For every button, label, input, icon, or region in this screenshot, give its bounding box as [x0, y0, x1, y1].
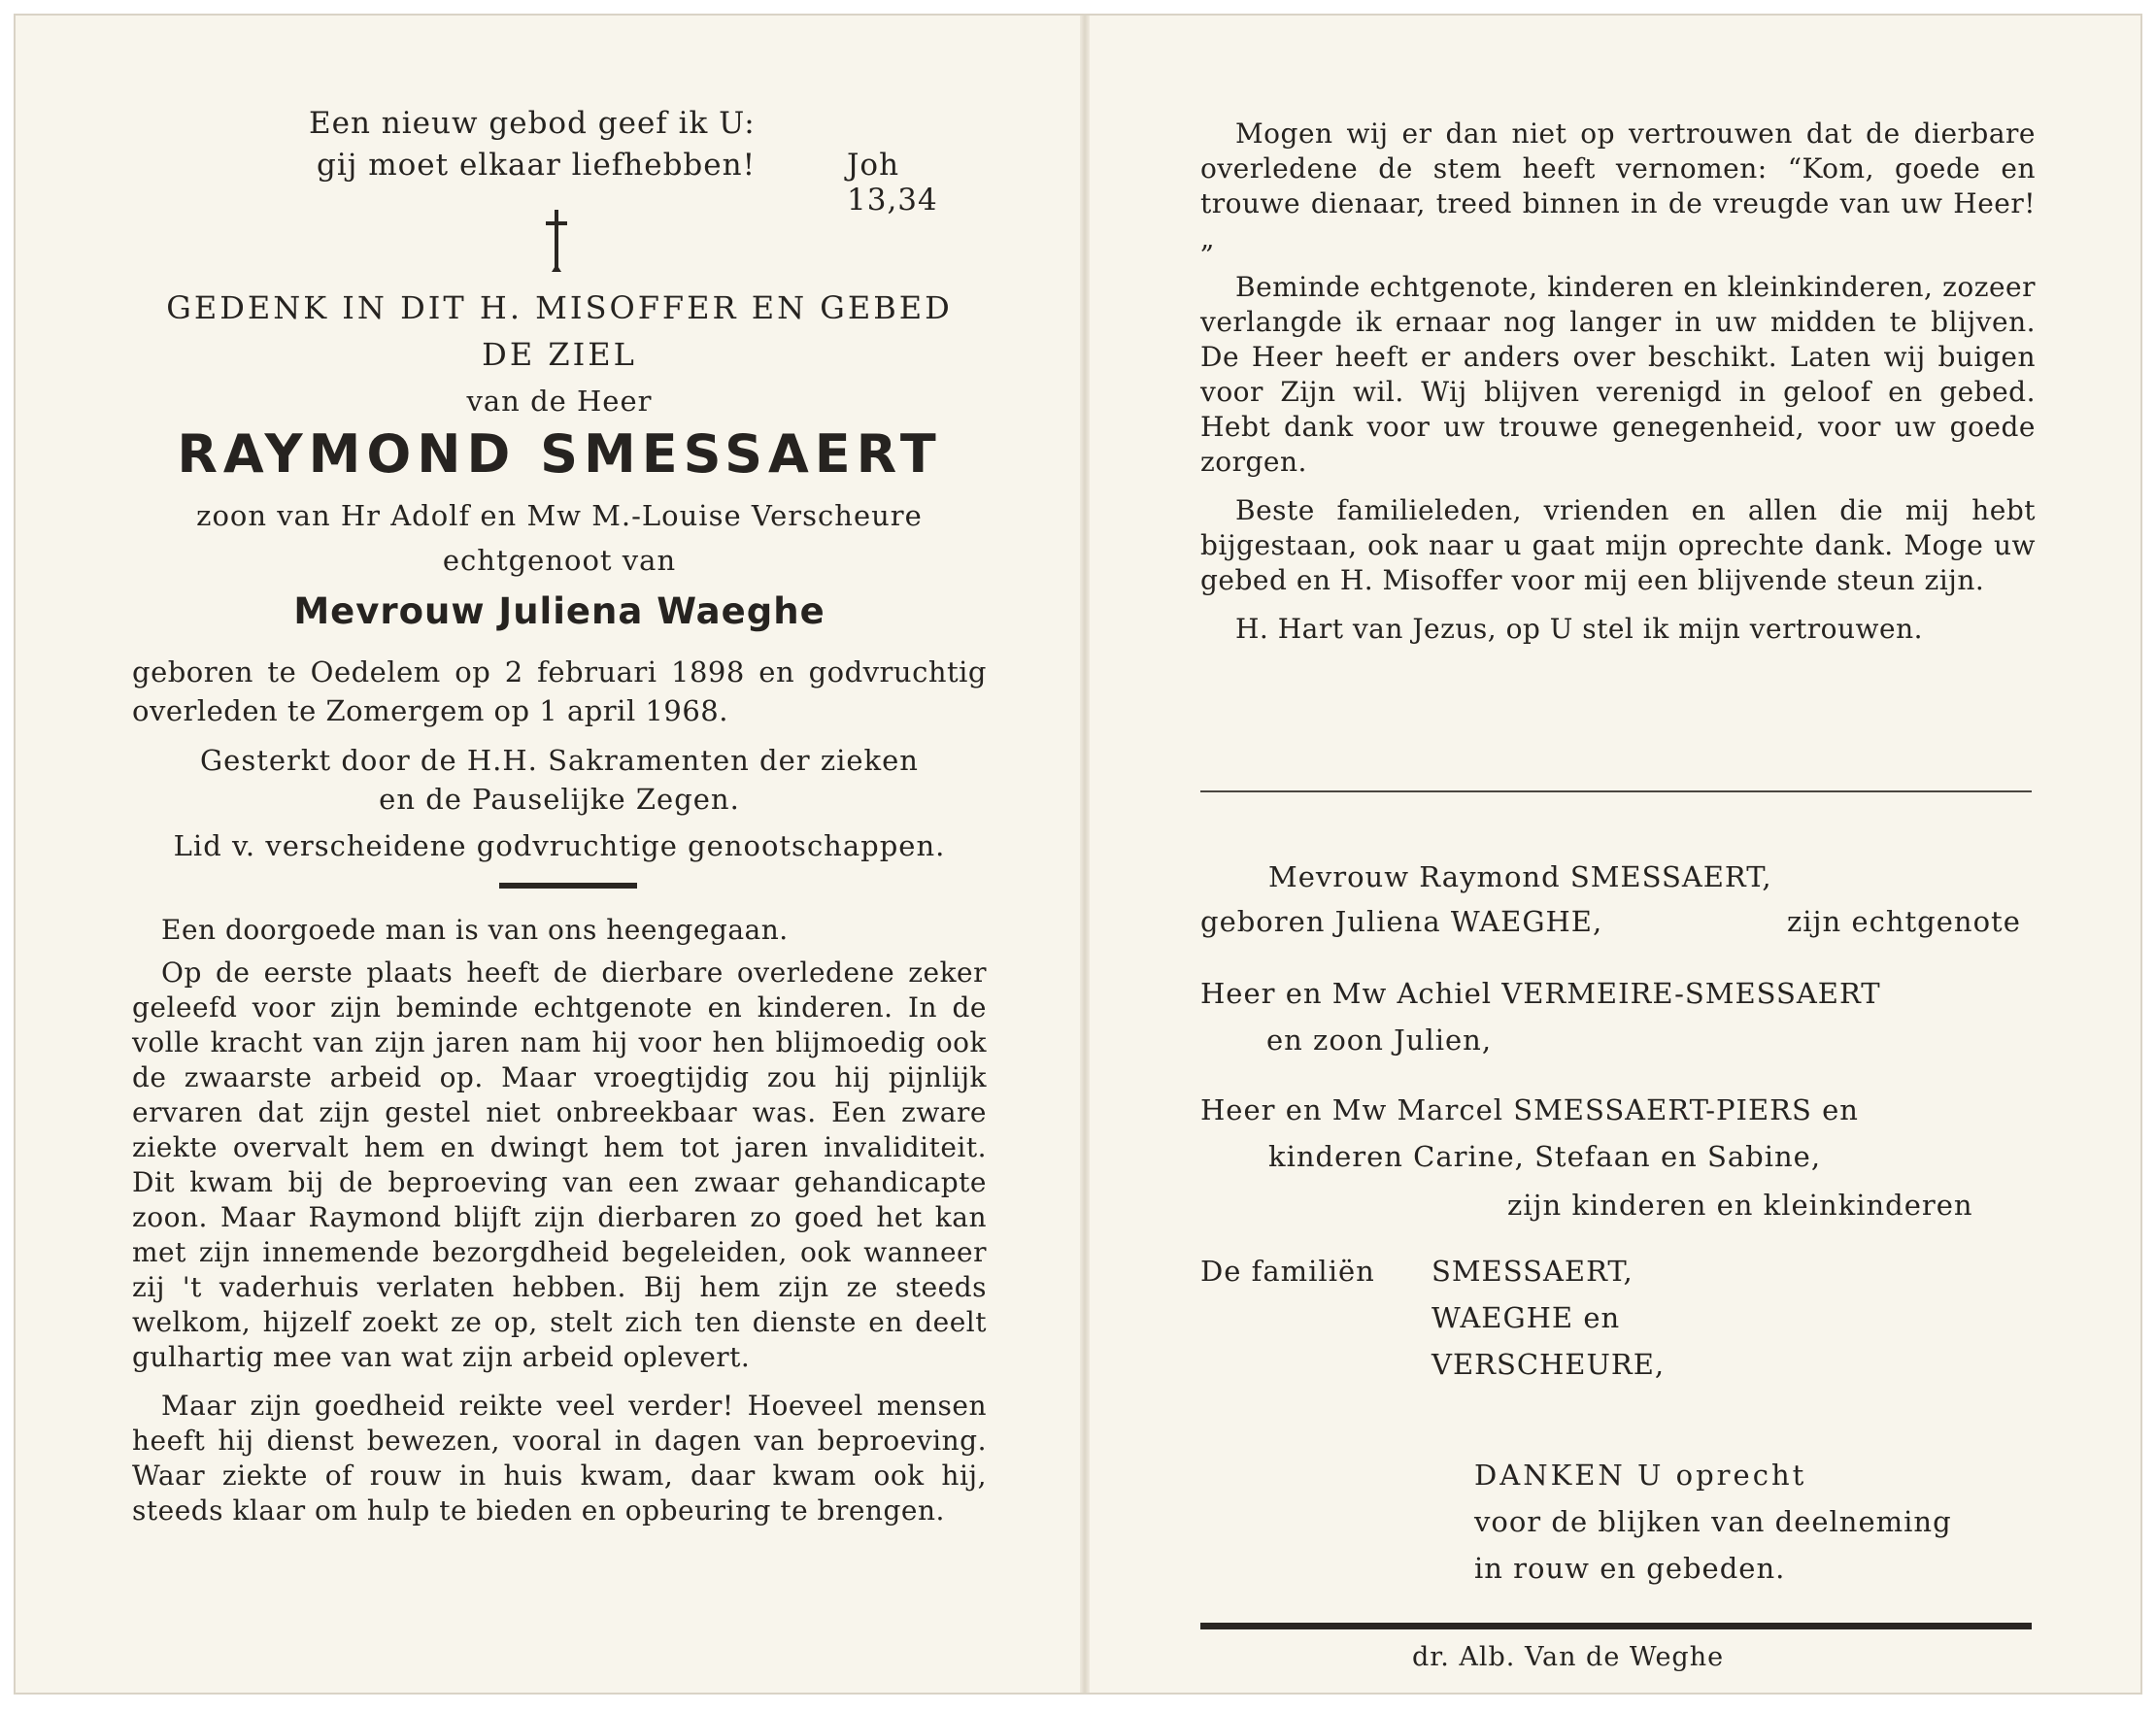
- farewell-paragraph-1: Mogen wij er dan niet op vertrouwen dat de dierbare overledene de stem heeft vernomen: “Kom, goede en trouwe dienaar, treed binnen in de vreugde van uw Heer!„: [1200, 117, 2036, 254]
- family-name-1: SMESSAERT,: [1432, 1255, 1634, 1288]
- memorial-card: [14, 14, 2142, 1695]
- family-name-2: WAEGHE en: [1432, 1301, 1621, 1334]
- farewell-text: [1200, 117, 2036, 647]
- bio-paragraph-1: Een doorgoede man is van ons heengegaan.: [161, 914, 789, 946]
- verse-reference: Joh 13,34: [847, 148, 938, 218]
- heading-line-1: GEDENK IN DIT H. MISOFFER EN GEBED: [166, 289, 953, 326]
- children-role: zijn kinderen en kleinkinderen: [1507, 1189, 1973, 1222]
- families-label: De familiën: [1200, 1255, 1375, 1288]
- heading-line-3: van de Heer: [466, 385, 653, 418]
- wife-role: zijn echtgenote: [1787, 905, 2021, 938]
- sacraments-line-2: en de Pauselijke Zegen.: [379, 783, 740, 816]
- thanks-line-2: voor de blijken van deelneming: [1474, 1505, 1952, 1538]
- deceased-name: RAYMOND SMESSAERT: [177, 423, 942, 485]
- parents-line: zoon van Hr Adolf en Mw M.-Louise Verscheure: [196, 499, 923, 532]
- wife-line-1: Mevrouw Raymond SMESSAERT,: [1268, 860, 1772, 893]
- farewell-paragraph-4: H. Hart van Jezus, op U stel ik mijn vertrouwen.: [1235, 613, 1924, 645]
- farewell-paragraph-3: Beste familieleden, vrienden en allen die mij hebt bijgestaan, ook naar u gaat mijn oprechte dank. Moge uw gebed en H. Misoffer voor mij een blijvende steun zijn.: [1200, 494, 2036, 596]
- membership-line: Lid v. verscheidene godvruchtige genootschappen.: [173, 829, 946, 862]
- birth-death-text: [132, 653, 987, 730]
- biography: [132, 913, 987, 1528]
- wife-line-2: geboren Juliena WAEGHE,: [1200, 905, 1603, 938]
- spouse-name: Mevrouw Juliena Waeghe: [293, 590, 825, 632]
- heading-line-2: DE ZIEL: [482, 336, 637, 373]
- sacraments-line-1: Gesterkt door de H.H. Sakramenten der zieken: [200, 744, 919, 777]
- child2-line-1: Heer en Mw Marcel SMESSAERT-PIERS en: [1200, 1093, 1859, 1126]
- child1-line-2: en zoon Julien,: [1266, 1024, 1493, 1057]
- printer-credit: dr. Alb. Van de Weghe: [1412, 1642, 1725, 1672]
- divider-thin: [1200, 790, 2032, 792]
- child2-line-2: kinderen Carine, Stefaan en Sabine,: [1268, 1140, 1822, 1173]
- thanks-line-3: in rouw en gebeden.: [1474, 1552, 1786, 1585]
- spouse-of-line: echtgenoot van: [442, 544, 677, 577]
- bio-paragraph-3: Maar zijn goedheid reikte veel verder! Hoeveel mensen heeft hij dienst bewezen, vooral in dagen van beproeving. Waar ziekte of rouw in huis kwam, daar kwam ook hij, steeds klaar om hulp te bieden en opbeuring te brengen.: [132, 1390, 987, 1527]
- birth-death: geboren te Oedelem op 2 februari 1898 en godvruchtig overleden te Zomergem op 1 april 1968.: [132, 655, 987, 727]
- thanks-line-1: DANKEN U oprecht: [1474, 1459, 1807, 1492]
- cross-icon: [542, 208, 571, 276]
- divider-thick: [1200, 1623, 2032, 1629]
- card-fold: [1080, 16, 1090, 1693]
- verse-line-2: gij moet elkaar liefhebben!: [317, 148, 757, 183]
- verse-line-1: Een nieuw gebod geef ik U:: [309, 106, 756, 141]
- farewell-paragraph-2: Beminde echtgenote, kinderen en kleinkinderen, zozeer verlangde ik ernaar nog langer in uw midden te blijven. De Heer heeft er anders over beschikt. Laten wij buigen voor Zijn wil. Wij blijven verenigd in geloof en gebed. Hebt dank voor uw trouwe genegenheid, voor uw goede zorgen.: [1200, 271, 2036, 478]
- family-name-3: VERSCHEURE,: [1432, 1348, 1666, 1381]
- bio-paragraph-2: Op de eerste plaats heeft de dierbare overledene zeker geleefd voor zijn beminde echtgenote en kinderen. In de volle kracht van zijn jaren nam hij voor hen blijmoedig ook de zwaarste arbeid op. Maar vroegtijdig zou hij pijnlijk ervaren dat zijn gestel niet onbreekbaar was. Een zware ziekte overvalt hem en dwingt hem tot jaren invaliditeit. Dit kwam bij de beproeving van een zwaar gehandicapte zoon. Maar Raymond blijft zijn dierbaren zo goed het kan met zijn innemende bezorgdheid begeleiden, ook wanneer zij 't vaderhuis verlaten hebben. Bij hem zijn ze steeds welkom, hijzelf zoekt ze op, stelt zich ten dienste en deelt gulhartig mee van wat zijn arbeid oplevert.: [132, 957, 987, 1373]
- child1-line-1: Heer en Mw Achiel VERMEIRE-SMESSAERT: [1200, 977, 1881, 1010]
- divider: [499, 883, 637, 889]
